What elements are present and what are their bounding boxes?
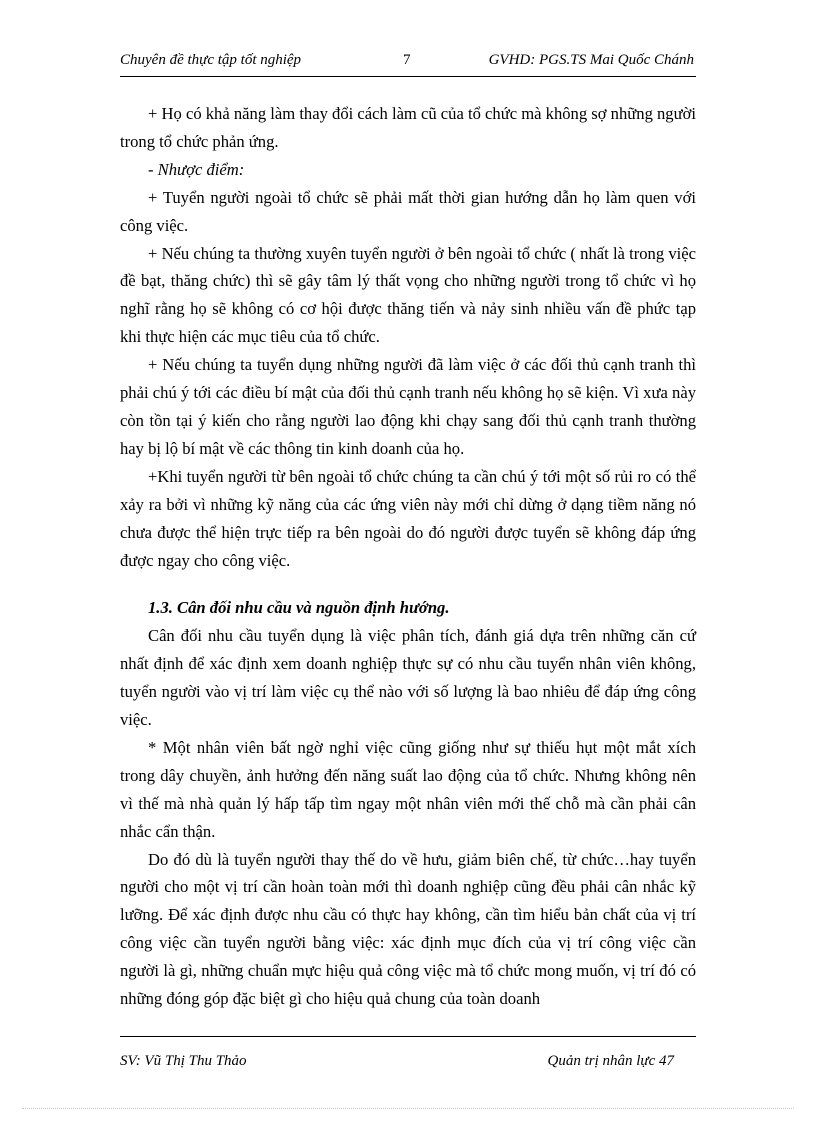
paragraph-advantage-change: + Họ có khả năng làm thay đổi cách làm cũ của tổ chức mà không sợ những người trong tổ chức phản ứng.: [120, 104, 696, 151]
page-number: 7: [403, 52, 411, 68]
paragraph-risks: +Khi tuyển người từ bên ngoài tổ chức chúng ta cần chú ý tới một số rủi ro có thể xảy ra bởi vì những kỹ năng của các ứng viên này mới chỉ dừng ở dạng tiềm năng nó chưa được thể hiện trực tiếp ra bên ngoài do đó người được tuyển sẽ không đáp ứng được ngay cho công việc.: [120, 466, 696, 570]
paragraph-balance-needs: Cân đối nhu cầu tuyển dụng là việc phân tích, đánh giá dựa trên những căn cứ nhất định để xác định xem doanh nghiệp thực sự có nhu cầu tuyển nhân viên không, tuyển người vào vị trí làm việc cụ thể nào với số lượng là bao nhiêu để đáp ứng công việc.: [120, 626, 696, 730]
paragraph-training-time: + Tuyển người ngoài tổ chức sẽ phải mất thời gian hướng dẫn họ làm quen với công việc.: [120, 187, 696, 235]
footer-course: Quản trị nhân lực 47: [547, 1053, 674, 1069]
footer-student: SV: Vũ Thị Thu Thảo: [120, 1053, 247, 1069]
header-divider: [120, 76, 696, 77]
paragraph-disappointment: + Nếu chúng ta thường xuyên tuyển người ở bên ngoài tổ chức ( nhất là trong việc đề bạt, thăng chức) thì sẽ gây tâm lý thất vọng cho những người trong tổ chức vì họ nghĩ rằng họ sẽ không có cơ hội được thăng tiến và nảy sinh nhiều vấn đề phức tạp khi thực hiện các mục tiêu của tổ chức.: [120, 243, 696, 347]
footer-divider: [120, 1036, 696, 1037]
section-heading: 1.3. Cân đối nhu cầu và nguồn định hướng.: [148, 598, 450, 618]
subheading-disadvantages: - Nhược điểm:: [148, 159, 245, 179]
header-title: Chuyên đề thực tập tốt nghiệp: [120, 52, 302, 68]
header-advisor: GVHD: PGS.TS Mai Quốc Chánh: [488, 52, 694, 68]
page-bottom-edge: [22, 1108, 794, 1109]
paragraph-replacement: Do đó dù là tuyển người thay thế do về hưu, giảm biên chế, từ chức…hay tuyển người cho một vị trí cần hoàn toàn mới thì doanh nghiệp cũng đều phải cân nhắc kỹ lưỡng. Để xác định được nhu cầu có thực hay không, cần tìm hiểu bản chất của vị trí công việc cần tuyển người bằng việc: xác định mục đích của vị trí công việc cần người là gì, những chuẩn mực hiệu quả công việc mà tổ chức mong muốn, vị trí đó có những đóng góp đặc biệt gì cho hiệu quả chung của toàn doanh: [120, 849, 696, 1009]
paragraph-competitor-secrets: + Nếu chúng ta tuyển dụng những người đã làm việc ở các đối thủ cạnh tranh thì phải chú ý tới các điều bí mật của đối thủ cạnh tranh nếu không họ sẽ kiện. Vì xưa này còn tồn tại ý kiến cho rằng người lao động khi chạy sang đối thủ cạnh tranh thường hay bị lộ bí mật về các thông tin kinh doanh của họ.: [120, 355, 696, 458]
page-header: [120, 52, 694, 74]
paragraph-employee-leaves: * Một nhân viên bất ngờ nghỉ việc cũng giống như sự thiếu hụt một mắt xích trong dây chuyền, ảnh hưởng đến năng suất lao động của tổ chức. Nhưng không nên vì thế mà nhà quản lý hấp tấp tìm ngay một nhân viên mới thế chỗ mà cần phải cân nhắc cẩn thận.: [120, 737, 696, 841]
page-body: [120, 100, 696, 1013]
page-footer: [120, 1053, 674, 1075]
